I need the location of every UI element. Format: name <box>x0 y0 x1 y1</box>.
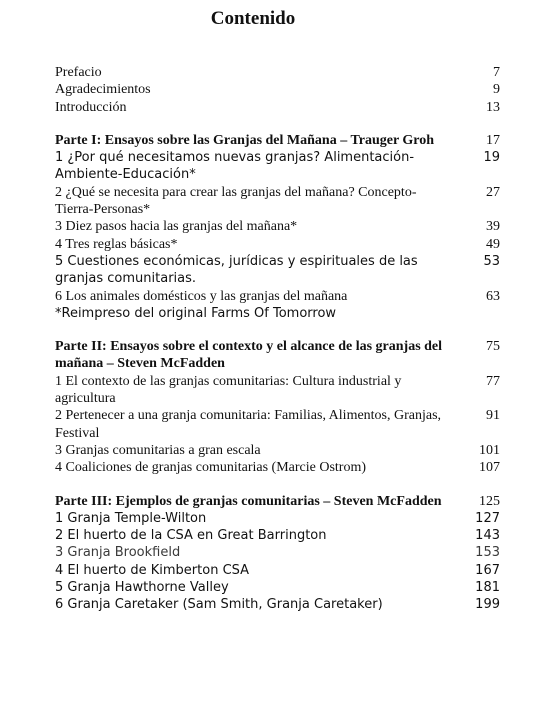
toc-entry-title: 3 Diez pasos hacia las granjas del mañana* <box>55 219 298 235</box>
toc-entry-title: 2 ¿Qué se necesita para crear las granjas del mañana? Concepto-Tierra-Personas* <box>55 184 417 218</box>
toc-entry-title: 5 Granja Hawthorne Valley <box>55 580 229 596</box>
toc-entry-page: 101 <box>479 442 500 458</box>
toc-entry[interactable] <box>55 527 500 544</box>
part-heading-3[interactable] <box>55 493 500 510</box>
toc-entry[interactable] <box>55 218 500 235</box>
toc-entry-page: 63 <box>486 288 500 304</box>
part-title: Parte II: Ensayos sobre el contexto y el alcance de las granjas del mañana – Steven McFadden <box>55 339 443 372</box>
toc-entry-page: 53 <box>483 253 500 269</box>
toc-entry[interactable] <box>55 562 500 579</box>
toc-entry-page: 13 <box>486 99 500 115</box>
part-heading-1[interactable] <box>55 132 500 149</box>
toc-entry-title: 1 El contexto de las granjas comunitarias: Cultura industrial y agricultura <box>55 373 402 407</box>
toc-entry-title: 2 El huerto de la CSA en Great Barrington <box>55 528 327 544</box>
toc-entry-title: 1 Granja Temple-Wilton <box>55 510 207 526</box>
toc-entry-page: 127 <box>475 510 500 526</box>
toc-entry-title: Agradecimientos <box>55 82 151 98</box>
toc-entry-title: 5 Cuestiones económicas, jurídicas y espirituales de las granjas comunitarias. <box>55 253 418 287</box>
toc-entry-title: Prefacio <box>55 65 102 80</box>
toc-entry-page: 27 <box>486 184 500 200</box>
reprint-note <box>55 305 500 322</box>
toc-entry[interactable] <box>55 288 500 305</box>
toc-entry[interactable] <box>55 407 500 442</box>
toc-entry-page: 143 <box>475 528 500 544</box>
toc-entry-page: 167 <box>475 562 500 578</box>
toc-entry-title: 3 Granja Brookfield <box>55 545 181 561</box>
toc-entry-page: 19 <box>483 150 500 166</box>
table-of-contents <box>55 64 500 614</box>
toc-entry-page: 77 <box>486 373 500 389</box>
toc-entry-page: 49 <box>486 236 500 252</box>
toc-entry-introduccion[interactable] <box>55 99 500 116</box>
toc-entry[interactable] <box>55 442 500 459</box>
page-title: Contenido <box>210 8 296 29</box>
toc-entry-prefacio[interactable] <box>55 64 500 81</box>
part-title: Parte III: Ejemplos de granjas comunitarias – Steven McFadden <box>55 493 442 509</box>
toc-entry-title: 3 Granjas comunitarias a gran escala <box>55 442 261 458</box>
toc-entry[interactable] <box>55 149 500 184</box>
part-title: Parte I: Ensayos sobre las Granjas del Mañana – Trauger Groh <box>55 132 435 148</box>
part-heading-2[interactable] <box>55 338 500 373</box>
part-page: 75 <box>486 339 500 355</box>
toc-entry-title: 4 El huerto de Kimberton CSA <box>55 562 250 578</box>
toc-entry-title: 1 ¿Por qué necesitamos nuevas granjas? Alimentación-Ambiente-Educación* <box>55 150 415 183</box>
toc-entry[interactable] <box>55 544 500 561</box>
toc-entry[interactable] <box>55 596 500 613</box>
toc-entry-title: 4 Coaliciones de granjas comunitarias (Marcie Ostrom) <box>55 460 367 476</box>
toc-entry-page: 181 <box>475 580 500 596</box>
toc-entry[interactable] <box>55 373 500 408</box>
toc-entry-page: 39 <box>486 219 500 235</box>
toc-entry-page: 107 <box>479 460 500 476</box>
reprint-note-text: *Reimpreso del original Farms Of Tomorrow <box>55 305 337 321</box>
toc-entry-title: Introducción <box>55 99 127 115</box>
toc-entry-page: 9 <box>493 82 500 98</box>
toc-entry[interactable] <box>55 510 500 527</box>
toc-entry-title: 4 Tres reglas básicas* <box>55 236 178 252</box>
toc-entry-title: 2 Pertenecer a una granja comunitaria: Familias, Alimentos, Granjas, Festival <box>55 408 442 441</box>
toc-entry[interactable] <box>55 236 500 253</box>
toc-entry-agradecimientos[interactable] <box>55 81 500 98</box>
toc-entry-title: 6 Los animales domésticos y las granjas del mañana <box>55 288 348 304</box>
toc-entry-page: 153 <box>475 545 500 561</box>
toc-entry[interactable] <box>55 459 500 476</box>
toc-entry[interactable] <box>55 184 500 219</box>
toc-entry-page: 7 <box>493 65 500 80</box>
part-page: 125 <box>479 493 500 509</box>
toc-entry-page: 199 <box>475 597 500 613</box>
part-page: 17 <box>486 132 500 148</box>
toc-entry-title: 6 Granja Caretaker (Sam Smith, Granja Caretaker) <box>55 597 383 613</box>
toc-entry[interactable] <box>55 579 500 596</box>
toc-entry[interactable] <box>55 253 500 288</box>
toc-entry-page: 91 <box>486 408 500 424</box>
